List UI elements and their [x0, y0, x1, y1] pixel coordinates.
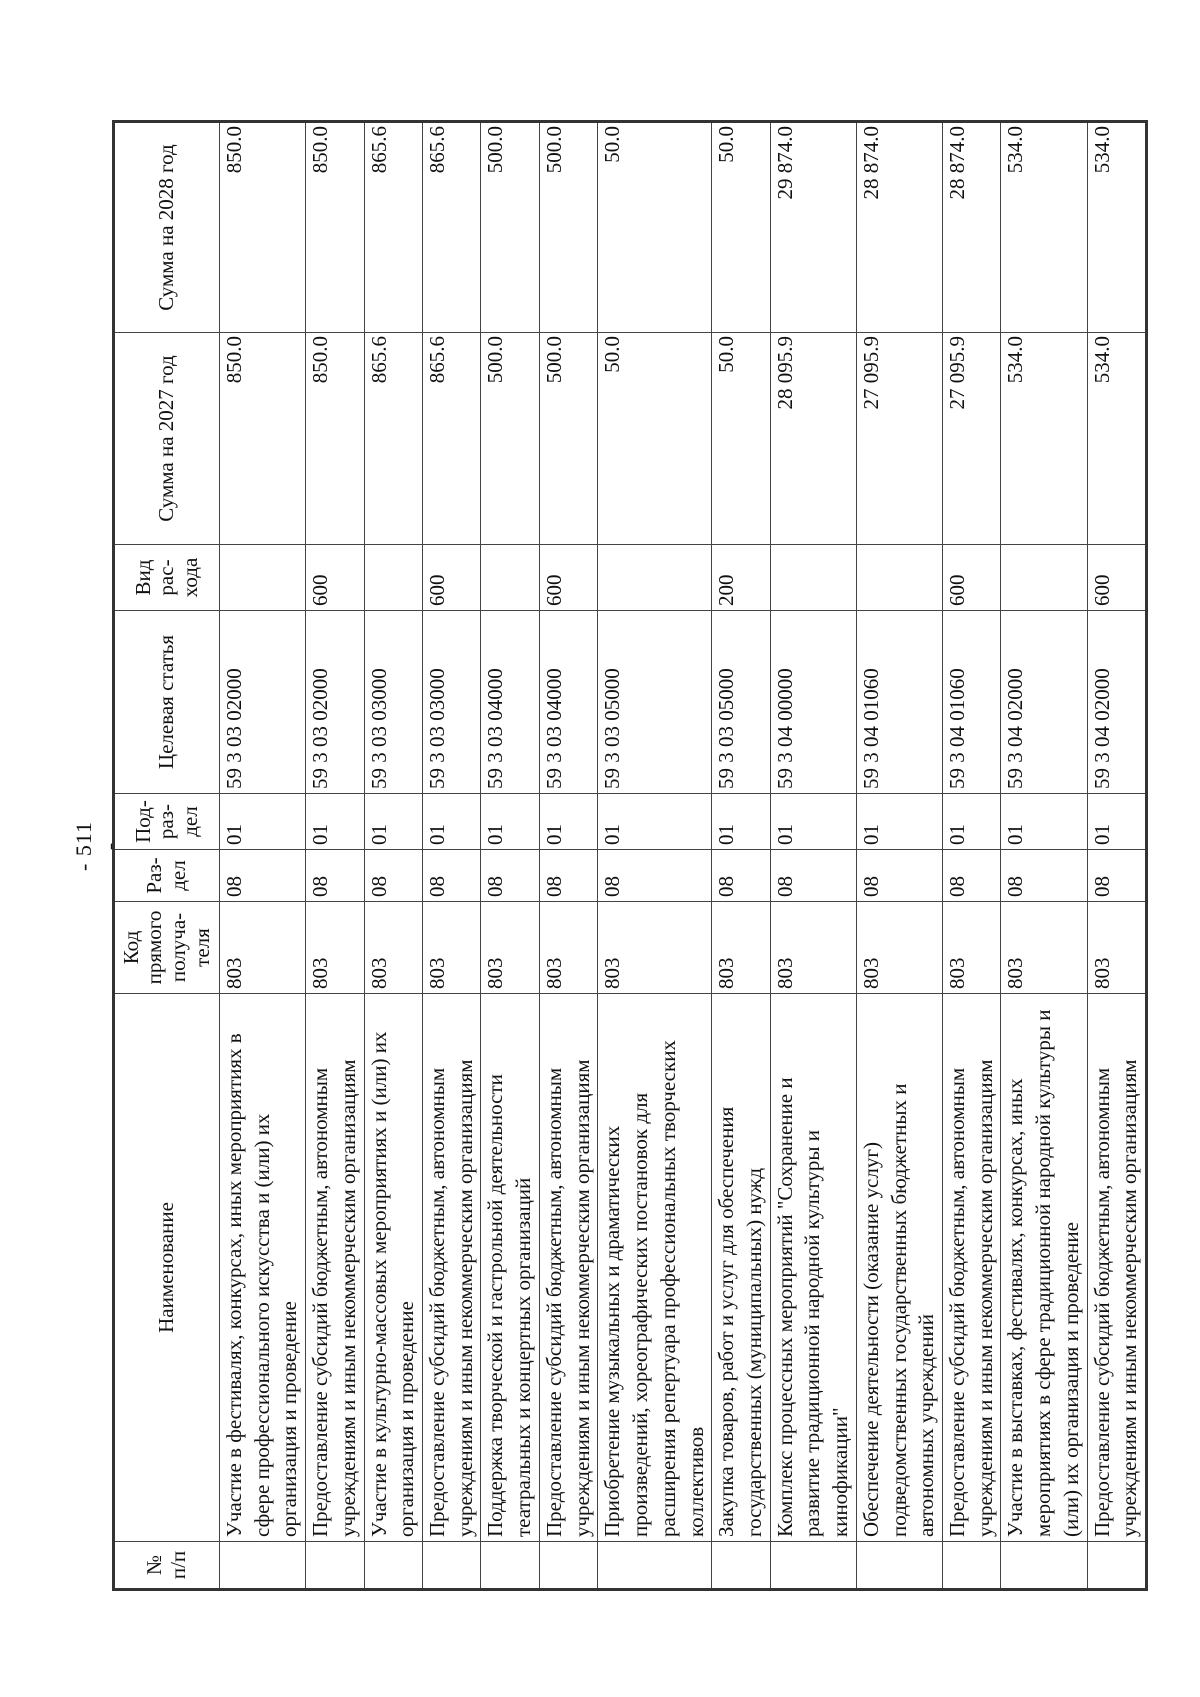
table-row: [423, 122, 481, 1590]
row-number: [364, 1542, 422, 1590]
sum-2027: 500.0: [539, 333, 597, 545]
header-recipient-code: Код прямого получа-теля: [114, 902, 220, 994]
row-name: Предоставление субсидий бюджетным, автономным учреждениям и иным некоммерческим организациям: [942, 994, 1000, 1542]
expense-type: [364, 545, 422, 611]
expense-type: 600: [423, 545, 481, 611]
sum-2028: 865.6: [364, 122, 422, 333]
sum-2028: 28 874.0: [856, 122, 942, 333]
row-name: Предоставление субсидий бюджетным, автономным учреждениям и иным некоммерческим организациям: [423, 994, 481, 1542]
row-name: Участие в культурно-массовых мероприятиях и (или) их организация и проведение: [364, 994, 422, 1542]
recipient-code: 803: [481, 902, 539, 994]
sum-2028: 534.0: [1087, 122, 1146, 333]
sum-2028: 29 874.0: [770, 122, 856, 333]
subsection-code: 01: [364, 794, 422, 850]
header-name: Наименование: [114, 994, 220, 1542]
sum-2028: 865.6: [423, 122, 481, 333]
subsection-code: 01: [1001, 794, 1087, 850]
table-row: [598, 122, 712, 1590]
target-article: 59 3 03 05000: [712, 611, 770, 794]
row-name: Приобретение музыкальных и драматических произведений, хореографических постановок для расширения репертуара профессиональных творческих коллективов: [598, 994, 712, 1542]
sum-2027: 27 095.9: [942, 333, 1000, 545]
sum-2027: 850.0: [306, 333, 364, 545]
target-article: 59 3 03 05000: [598, 611, 712, 794]
subsection-code: 01: [712, 794, 770, 850]
table-row: [942, 122, 1000, 1590]
header-subsection: Под-раз-дел: [114, 794, 220, 850]
expense-type: 200: [712, 545, 770, 611]
row-number: [598, 1542, 712, 1590]
recipient-code: 803: [770, 902, 856, 994]
sum-2027: 534.0: [1001, 333, 1087, 545]
row-number: [1001, 1542, 1087, 1590]
target-article: 59 3 04 01060: [942, 611, 1000, 794]
row-number: [423, 1542, 481, 1590]
row-name: Комплекс процессных мероприятий "Сохранение и развитие традиционной народной культуры и кинофикации": [770, 994, 856, 1542]
target-article: 59 3 03 03000: [364, 611, 422, 794]
row-name: Поддержка творческой и гастрольной деятельности театральных и концертных организаций: [481, 994, 539, 1542]
expense-type: [856, 545, 942, 611]
recipient-code: 803: [598, 902, 712, 994]
sum-2028: 850.0: [220, 122, 306, 333]
target-article: 59 3 03 04000: [481, 611, 539, 794]
table-row: [539, 122, 597, 1590]
row-number: [481, 1542, 539, 1590]
section-code: 08: [539, 850, 597, 902]
expense-type: 600: [1087, 545, 1146, 611]
row-number: [942, 1542, 1000, 1590]
expense-type: [1001, 545, 1087, 611]
table-row: [856, 122, 942, 1590]
expense-type: 600: [539, 545, 597, 611]
sum-2027: 50.0: [598, 333, 712, 545]
header-section: Раз-дел: [114, 850, 220, 902]
budget-table: [112, 120, 1148, 1591]
target-article: 59 3 04 00000: [770, 611, 856, 794]
expense-type: [598, 545, 712, 611]
recipient-code: 803: [539, 902, 597, 994]
table-row: [306, 122, 364, 1590]
recipient-code: 803: [1001, 902, 1087, 994]
expense-type: [481, 545, 539, 611]
target-article: 59 3 03 04000: [539, 611, 597, 794]
sum-2027: 865.6: [364, 333, 422, 545]
target-article: 59 3 04 02000: [1087, 611, 1146, 794]
header-num: № п/п: [114, 1542, 220, 1590]
section-code: 08: [306, 850, 364, 902]
table-header-row: [114, 122, 220, 1590]
table-row: [770, 122, 856, 1590]
subsection-code: 01: [598, 794, 712, 850]
sum-2027: 28 095.9: [770, 333, 856, 545]
table-row: [1001, 122, 1087, 1590]
row-number: [856, 1542, 942, 1590]
row-number: [712, 1542, 770, 1590]
header-expense-type: Вид рас-хода: [114, 545, 220, 611]
target-article: 59 3 03 03000: [423, 611, 481, 794]
target-article: 59 3 04 01060: [856, 611, 942, 794]
section-code: 08: [942, 850, 1000, 902]
sum-2028: 50.0: [712, 122, 770, 333]
target-article: 59 3 04 02000: [1001, 611, 1087, 794]
subsection-code: 01: [306, 794, 364, 850]
section-code: 08: [712, 850, 770, 902]
recipient-code: 803: [220, 902, 306, 994]
subsection-code: 01: [856, 794, 942, 850]
section-code: 08: [1087, 850, 1146, 902]
sum-2028: 500.0: [539, 122, 597, 333]
recipient-code: 803: [1087, 902, 1146, 994]
recipient-code: 803: [423, 902, 481, 994]
row-name: Предоставление субсидий бюджетным, автономным учреждениям и иным некоммерческим организациям: [306, 994, 364, 1542]
section-code: 08: [856, 850, 942, 902]
sum-2028: 850.0: [306, 122, 364, 333]
sum-2027: 500.0: [481, 333, 539, 545]
table-row: [364, 122, 422, 1590]
sum-2028: 500.0: [481, 122, 539, 333]
header-target-article: Целевая статья: [114, 611, 220, 794]
table-row: [481, 122, 539, 1590]
sum-2028: 28 874.0: [942, 122, 1000, 333]
expense-type: [770, 545, 856, 611]
section-code: 08: [220, 850, 306, 902]
header-sum-2028: Сумма на 2028 год: [114, 122, 220, 333]
table-row: [1087, 122, 1146, 1590]
row-number: [539, 1542, 597, 1590]
subsection-code: 01: [1087, 794, 1146, 850]
row-name: Обеспечение деятельности (оказание услуг) подведомственных государственных бюджетных и автономных учреждений: [856, 994, 942, 1542]
table-row: [220, 122, 306, 1590]
section-code: 08: [770, 850, 856, 902]
row-name: Закупка товаров, работ и услуг для обеспечения государственных (муниципальных) нужд: [712, 994, 770, 1542]
section-code: 08: [364, 850, 422, 902]
subsection-code: 01: [220, 794, 306, 850]
expense-type: [220, 545, 306, 611]
subsection-code: 01: [539, 794, 597, 850]
recipient-code: 803: [306, 902, 364, 994]
section-code: 08: [1001, 850, 1087, 902]
section-code: 08: [481, 850, 539, 902]
row-number: [306, 1542, 364, 1590]
sum-2028: 50.0: [598, 122, 712, 333]
sum-2027: 850.0: [220, 333, 306, 545]
row-number: [770, 1542, 856, 1590]
row-name: Участие в выставках, фестивалях, конкурсах, иных мероприятиях в сфере традиционной народной культуры и (или) их организация и проведение: [1001, 994, 1087, 1542]
sum-2027: 865.6: [423, 333, 481, 545]
recipient-code: 803: [856, 902, 942, 994]
section-code: 08: [423, 850, 481, 902]
row-number: [1087, 1542, 1146, 1590]
recipient-code: 803: [712, 902, 770, 994]
sum-2027: 534.0: [1087, 333, 1146, 545]
target-article: 59 3 03 02000: [220, 611, 306, 794]
sum-2028: 534.0: [1001, 122, 1087, 333]
row-name: Предоставление субсидий бюджетным, автономным учреждениям и иным некоммерческим организациям: [1087, 994, 1146, 1542]
header-sum-2027: Сумма на 2027 год: [114, 333, 220, 545]
subsection-code: 01: [942, 794, 1000, 850]
sum-2027: 50.0: [712, 333, 770, 545]
section-code: 08: [598, 850, 712, 902]
subsection-code: 01: [770, 794, 856, 850]
row-name: Участие в фестивалях, конкурсах, иных мероприятиях в сфере профессионального искусства и (или) их организация и проведение: [220, 994, 306, 1542]
expense-type: 600: [942, 545, 1000, 611]
recipient-code: 803: [364, 902, 422, 994]
page-number: - 511 -: [71, 820, 122, 871]
sum-2027: 27 095.9: [856, 333, 942, 545]
recipient-code: 803: [942, 902, 1000, 994]
subsection-code: 01: [423, 794, 481, 850]
row-name: Предоставление субсидий бюджетным, автономным учреждениям и иным некоммерческим организациям: [539, 994, 597, 1542]
row-number: [220, 1542, 306, 1590]
target-article: 59 3 03 02000: [306, 611, 364, 794]
expense-type: 600: [306, 545, 364, 611]
budget-table-rotated: [112, 123, 1142, 1591]
table-row: [712, 122, 770, 1590]
subsection-code: 01: [481, 794, 539, 850]
